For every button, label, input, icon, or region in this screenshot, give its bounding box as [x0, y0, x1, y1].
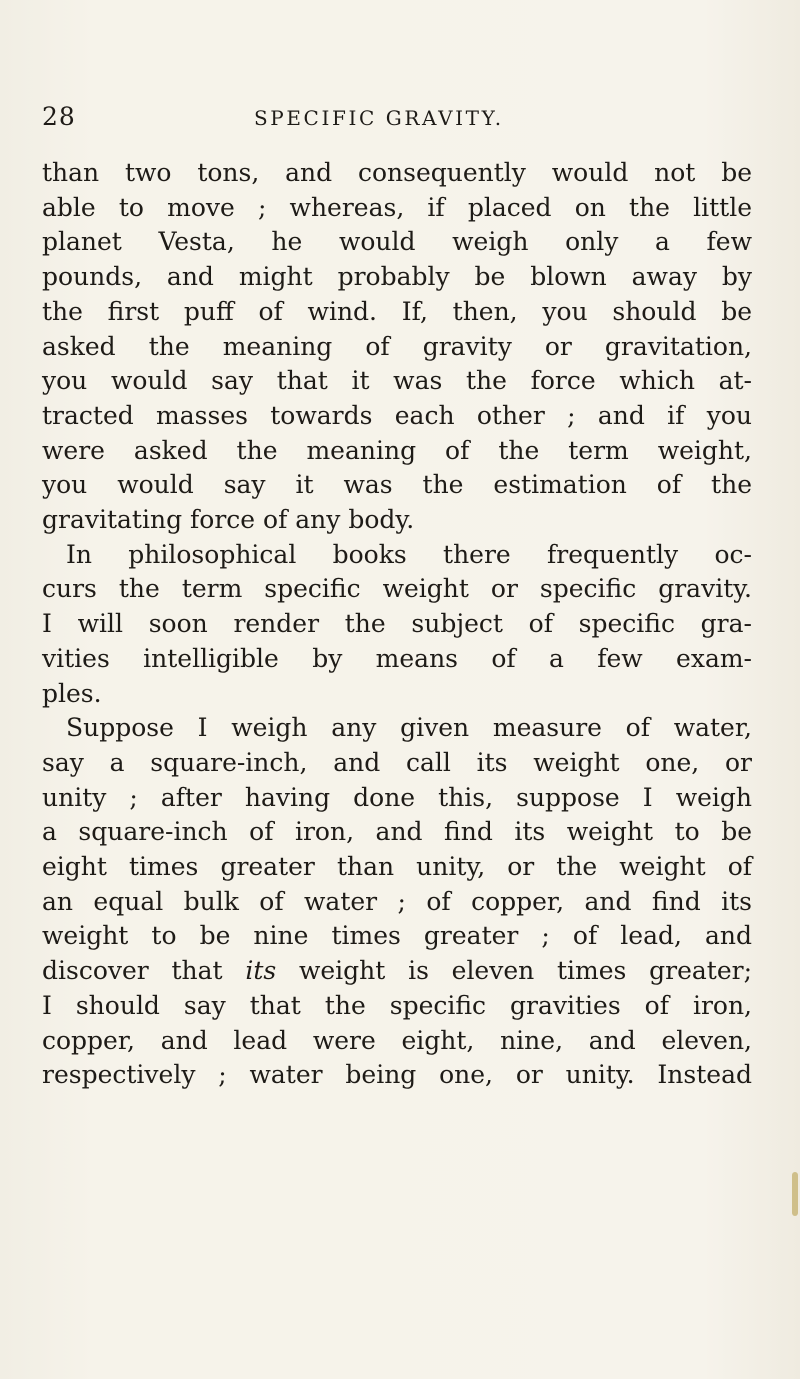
paragraph-2 [42, 538, 752, 712]
text-line: an equal bulk of water ; of copper, and find its [42, 886, 752, 916]
text-line: In philosophical books there frequently oc- [66, 539, 752, 569]
text-line: able to move ; whereas, if placed on the little [42, 192, 752, 222]
text-line: weight to be nine times greater ; of lead, and [42, 921, 752, 951]
text-line: Suppose I weigh any given measure of water, [66, 713, 752, 743]
text-line: I will soon render the subject of specific gra- [42, 609, 752, 639]
text-segment: weight is eleven times greater; [298, 956, 752, 986]
italic-word: its [245, 956, 277, 986]
text-line: you would say it was the estimation of the [42, 470, 752, 500]
text-line: asked the meaning of gravity or gravitation, [42, 331, 752, 361]
text-line: pounds, and might probably be blown away by [42, 262, 752, 292]
paragraph-1 [42, 156, 752, 538]
text-line-with-italic [42, 954, 752, 989]
text-line: you would say that it was the force which at- [42, 366, 752, 396]
text-line: copper, and lead were eight, nine, and eleven, [42, 1025, 752, 1055]
text-segment: discover that [42, 956, 223, 986]
text-line: tracted masses towards each other ; and if you [42, 400, 752, 430]
text-line: a square-inch of iron, and find its weight to be [42, 817, 752, 847]
text-line: than two tons, and consequently would not be [42, 158, 752, 187]
page-number: 28 [42, 102, 76, 131]
page-edge-mark [792, 1172, 798, 1216]
text-line: planet Vesta, he would weigh only a few [42, 227, 752, 257]
text-line: eight times greater than unity, or the weight of [42, 852, 752, 882]
text-line: were asked the meaning of the term weight, [42, 435, 752, 465]
text-line: say a square-inch, and call its weight one, or [42, 747, 752, 777]
text-line: vities intelligible by means of a few exam- [42, 643, 752, 673]
text-line: gravitating force of any body. [42, 505, 415, 535]
body-text [42, 156, 752, 1093]
text-line: unity ; after having done this, suppose I weigh [42, 782, 752, 812]
text-line: curs the term specific weight or specific gravity. [42, 574, 752, 604]
page-header [42, 102, 762, 136]
text-line: the first puff of wind. If, then, you should be [42, 296, 752, 326]
text-line: I should say that the specific gravities of iron, [42, 990, 752, 1020]
running-head: SPECIFIC GRAVITY. [254, 106, 504, 130]
text-line: respectively ; water being one, or unity. Instead [42, 1060, 752, 1090]
text-line: ples. [42, 678, 102, 708]
paragraph-3 [42, 711, 752, 1093]
